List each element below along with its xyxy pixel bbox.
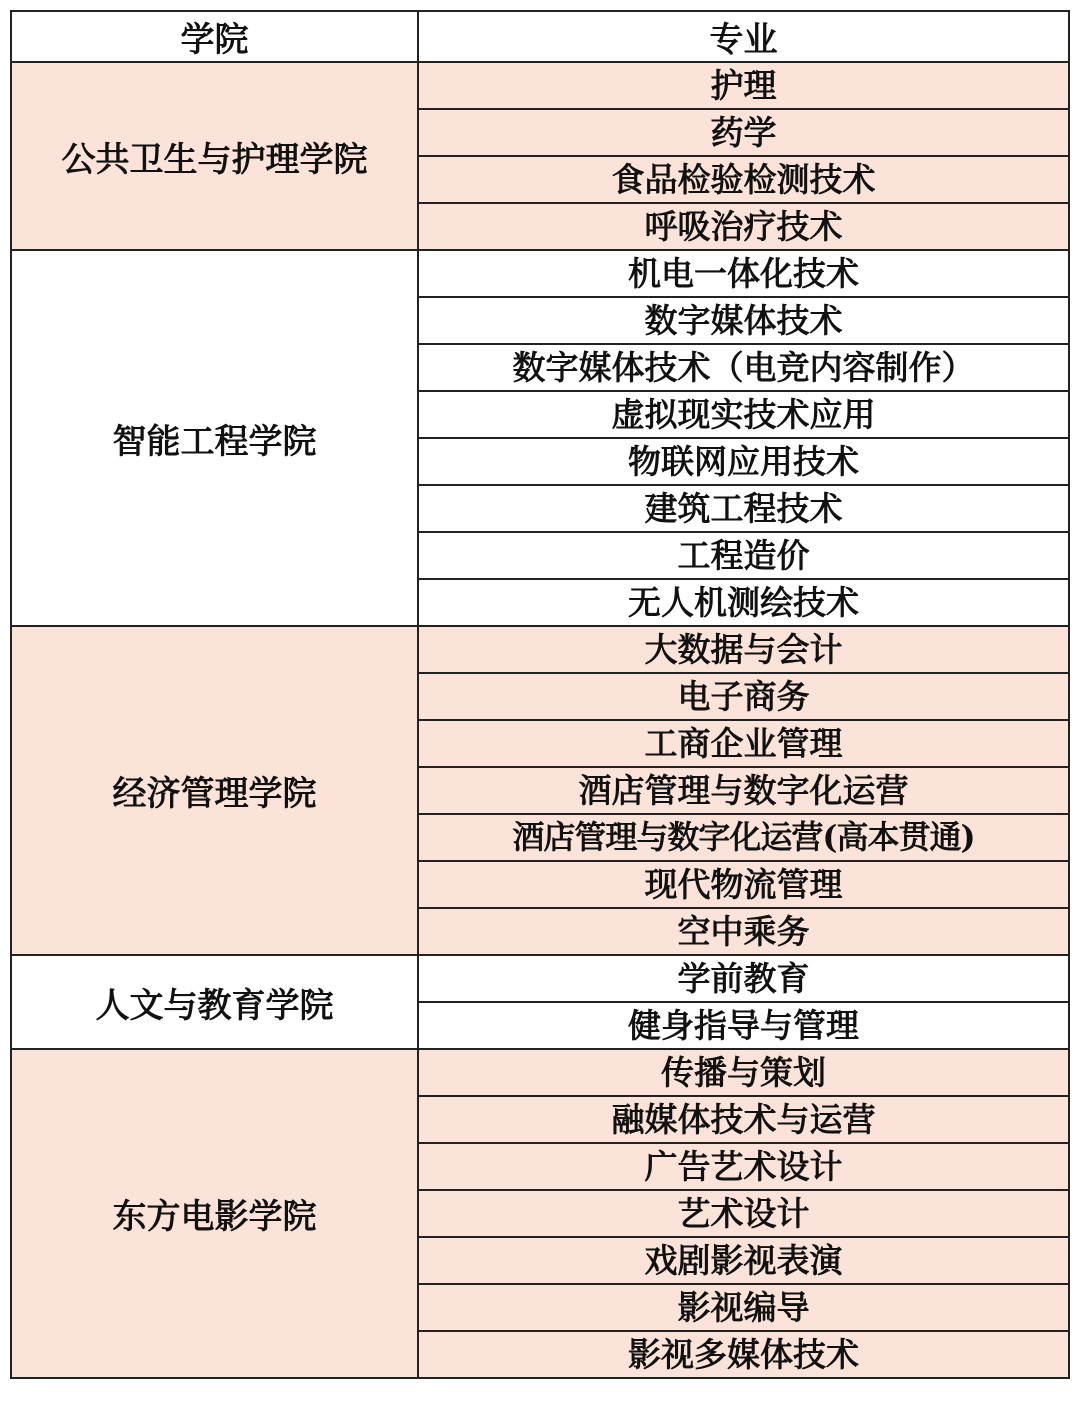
college-majors-table	[10, 10, 1070, 1379]
college-column-header: 学院	[11, 11, 418, 62]
table-body	[11, 62, 1069, 1378]
major-cell: 工程造价	[418, 532, 1069, 579]
major-cell: 酒店管理与数字化运营(高本贯通)	[418, 814, 1069, 861]
major-cell: 广告艺术设计	[418, 1143, 1069, 1190]
college-cell: 智能工程学院	[11, 250, 418, 626]
major-cell: 物联网应用技术	[418, 438, 1069, 485]
table-row	[11, 1049, 1069, 1096]
header-row	[11, 11, 1069, 62]
major-cell: 影视多媒体技术	[418, 1331, 1069, 1378]
college-cell: 公共卫生与护理学院	[11, 62, 418, 250]
major-cell: 机电一体化技术	[418, 250, 1069, 297]
major-cell: 呼吸治疗技术	[418, 203, 1069, 250]
major-cell: 影视编导	[418, 1284, 1069, 1331]
major-cell: 戏剧影视表演	[418, 1237, 1069, 1284]
major-cell: 学前教育	[418, 955, 1069, 1002]
major-column-header: 专业	[418, 11, 1069, 62]
table-row	[11, 62, 1069, 109]
major-cell: 数字媒体技术	[418, 297, 1069, 344]
table-row	[11, 626, 1069, 673]
college-cell: 东方电影学院	[11, 1049, 418, 1378]
major-cell: 食品检验检测技术	[418, 156, 1069, 203]
major-cell: 电子商务	[418, 673, 1069, 720]
major-cell: 药学	[418, 109, 1069, 156]
major-cell: 护理	[418, 62, 1069, 109]
table-row	[11, 955, 1069, 1002]
major-cell: 健身指导与管理	[418, 1002, 1069, 1049]
major-cell: 虚拟现实技术应用	[418, 391, 1069, 438]
college-cell: 经济管理学院	[11, 626, 418, 955]
major-cell: 艺术设计	[418, 1190, 1069, 1237]
table-row	[11, 250, 1069, 297]
major-cell: 无人机测绘技术	[418, 579, 1069, 626]
major-cell: 大数据与会计	[418, 626, 1069, 673]
major-cell: 传播与策划	[418, 1049, 1069, 1096]
major-cell: 融媒体技术与运营	[418, 1096, 1069, 1143]
major-cell: 工商企业管理	[418, 720, 1069, 767]
college-cell: 人文与教育学院	[11, 955, 418, 1049]
major-cell: 数字媒体技术（电竞内容制作）	[418, 344, 1069, 391]
major-cell: 空中乘务	[418, 908, 1069, 955]
major-cell: 现代物流管理	[418, 861, 1069, 908]
major-cell: 酒店管理与数字化运营	[418, 767, 1069, 814]
major-cell: 建筑工程技术	[418, 485, 1069, 532]
